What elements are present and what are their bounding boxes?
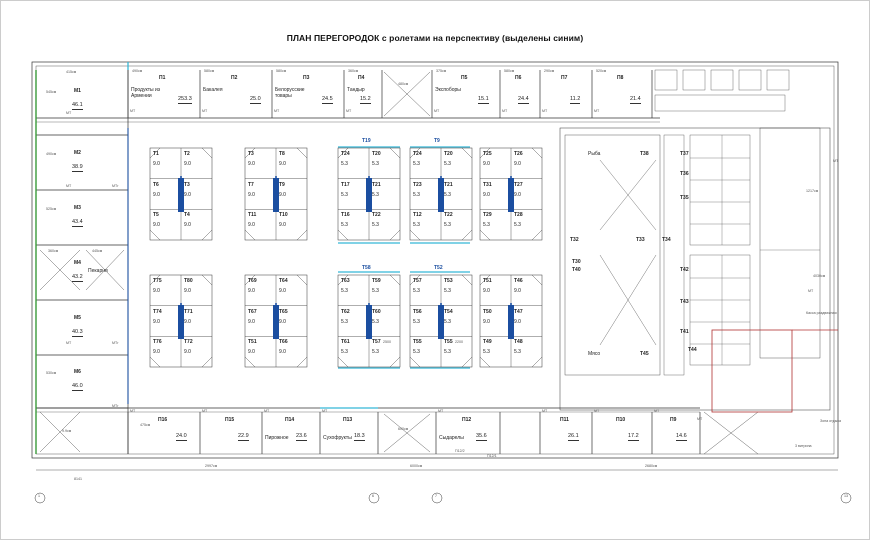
cell-area-block-b1-5: 9.0 [184,349,191,356]
top-stall-id-П7: П7 [561,75,568,81]
room-name-M2: M2 [74,149,81,156]
bottom-stall-id-П11: П11 [560,417,569,423]
top-stall-name-П3: Белорусские [275,87,305,93]
cell-label-Т57: Т57 [372,339,381,346]
bottom-stall-mt-П15: МТ [202,409,208,413]
cell-label-Т3: Т3 [184,181,190,188]
cell-label-Т54: Т54 [444,308,453,315]
cell-area-block-a4-5: 5.3 [444,222,451,229]
cell-label-Т4: Т4 [184,212,190,219]
cell-label-Т21: Т21 [372,181,381,188]
cell-area-block-a5-0: 9.0 [483,161,490,167]
cell-area-block-a5-1: 9.0 [514,161,521,167]
label-ryba: Рыба [588,151,601,157]
cell-label-Т66: Т66 [279,339,288,346]
cell-area-block-a5-4: 5.3 [483,222,490,229]
cell-area-block-b2-0: 9.0 [248,288,255,294]
top-stall-area-П3: 24.5 [322,96,333,102]
top-stall-width-П2: 580см [204,69,215,73]
room-dim-h-M2: 490см [46,151,57,156]
misc-dim-5: 1217см [806,189,819,193]
cell-label-Т71: Т71 [184,308,193,315]
top-stall-mt-П6: МТ [502,109,508,113]
top-stall-width-П3: 580см [276,69,287,73]
room-dim-h-M6: 530см [46,370,57,375]
bottom-stall-id-П13: П13 [343,417,353,423]
right-cell-Т43: Т43 [680,299,689,305]
bottom-stall-id-П15: П15 [225,417,235,423]
cell-label-Т17: Т17 [341,181,350,188]
cell-label-Т74: Т74 [153,308,162,315]
top-stall-area-П7: 11.2 [570,96,581,102]
top-stall-area-П6: 24.4 [518,96,529,102]
cell-area-block-a3-2: 5.3 [341,191,348,198]
right-note-2: МТ [697,417,703,421]
cell-area-block-b2-1: 9.0 [279,288,286,294]
cell-label-Т72: Т72 [184,339,193,346]
bottom-stall-area-П11: 26.1 [568,433,579,439]
top-stall-mt-П1: МТ [130,109,136,113]
misc-dim-3: 600см [398,427,409,431]
cell-area-block-b4-3: 5.3 [444,318,451,325]
top-stall-id-П6: П6 [515,75,522,81]
top-stall-area-П1: 253.3 [178,96,192,102]
right-cell-Т40: Т40 [572,267,581,273]
room-area-M5: 40.3 [72,328,83,335]
block-header-block-a4: Т9 [434,138,440,144]
cell-label-Т23: Т23 [413,181,422,188]
right-cell-Т42: Т42 [680,267,689,273]
cell-area-block-b4-5: 5.3 [444,349,451,356]
left-note-6: 360см [48,249,59,253]
cell-area-block-a1-1: 9.0 [184,161,191,167]
right-note-0: МТ [833,159,839,163]
cell-area-block-a1-3: 9.0 [184,191,191,198]
cell-area-block-a2-0: 9.0 [248,161,255,167]
room-dim-h-M1: 545см [46,89,57,94]
cell-label-Т25: Т25 [483,151,492,157]
cell-area-block-b4-0: 5.3 [413,288,420,294]
cell-area-block-b5-1: 9.0 [514,288,521,294]
bottom-stall-mt-П16: МТ [130,409,136,413]
cell-label-Т26: Т26 [514,151,523,157]
top-stall-width-П6: 580см [504,69,515,73]
cell-area-block-a3-0: 5.3 [341,161,348,167]
cell-label-Т51: Т51 [483,278,492,284]
left-note-2: МТг [112,184,119,188]
bottom-stall-area-П16: 24.0 [176,433,187,439]
cell-label-Т55: Т55 [413,339,422,346]
cell-label-Т5: Т5 [153,212,159,219]
right-cell-Т37: Т37 [680,151,689,157]
bottom-stall-name-П12: Сыдарелы [439,435,464,441]
top-stall-mt-П8: МТ [594,109,600,113]
top-stall-name-П5: Экспоборы [435,87,461,93]
top-stall-mt-П7: МТ [542,109,548,113]
cell-area-block-b4-2: 5.3 [413,318,420,325]
room-name-M4: M4 [74,259,81,266]
room-area-M2: 38.9 [72,163,83,170]
top-stall-name-П3: товары [275,93,292,99]
cell-area-block-a3-5: 5.3 [372,222,379,229]
cell-label-Т3: Т3 [248,151,254,157]
top-stall-id-П8: П8 [617,75,624,81]
cell-label-Т24: Т24 [413,151,422,157]
cell-area-block-b3-4: 5.3 [341,349,348,356]
cell-area-block-b1-4: 9.0 [153,349,160,356]
cell-label-Т20: Т20 [444,151,453,157]
room-area-M3: 43.4 [72,218,83,225]
cell-label-Т69: Т69 [248,278,257,284]
right-cell-Т38: Т38 [640,151,649,157]
bottom-stall-area-П12: 35.6 [476,433,487,439]
right-cell-Т32: Т32 [570,237,579,243]
room-name-M1: M1 [74,87,81,94]
block-header-block-b4: Т52 [434,265,443,271]
cell-label-Т57: Т57 [413,278,422,284]
cell-label-Т8: Т8 [279,151,285,157]
cell-area-block-a4-4: 5.3 [413,222,420,229]
block-header-block-a3: Т19 [362,138,371,144]
bottom-dim-3: П12/2 [455,449,465,453]
misc-dim-1: 2200 [455,340,463,344]
cell-label-Т56: Т56 [413,308,422,315]
cell-area-block-a4-3: 5.3 [444,191,451,198]
top-stall-mt-П3: МТ [274,109,280,113]
cell-label-Т9: Т9 [279,181,285,188]
cell-area-block-a1-5: 9.0 [184,222,191,229]
bottom-stall-mt-П11: МТ [542,409,548,413]
top-stall-width-П1: 490см [132,69,143,73]
axis-mark-1: 1 [38,494,40,498]
cell-label-Т24: Т24 [341,151,350,157]
cell-area-block-a1-0: 9.0 [153,161,160,167]
cell-label-Т1: Т1 [153,151,159,157]
cell-label-Т7: Т7 [248,181,254,188]
left-note-1: МТ [66,184,72,188]
left-note-8: 8141 [74,477,82,481]
left-note-7: 445см [92,249,103,253]
cell-label-Т80: Т80 [184,278,193,284]
cell-area-block-b5-2: 9.0 [483,318,490,325]
right-cell-Т35: Т35 [680,195,689,201]
bottom-stall-mt-П13: МТ [322,409,328,413]
cell-label-Т2: Т2 [184,151,190,157]
top-stall-width-П8: 520см [596,69,607,73]
top-stall-mt-П5: МТ [434,109,440,113]
cell-area-block-a3-4: 5.3 [341,222,348,229]
bottom-dim-1: 6000см [410,464,423,468]
bottom-stall-mt-П9: МТ [654,409,660,413]
left-note-4: МТг [112,341,119,345]
page-title: ПЛАН ПЕРЕГОРОДОК с ролетами на перспективу (выделены синим) [286,33,584,43]
cell-label-Т51: Т51 [248,339,257,346]
top-stall-width-П5: 375см [436,69,447,73]
bottom-stall-mt-П12: МТ [438,409,444,413]
cell-label-Т48: Т48 [514,339,523,346]
cell-label-Т20: Т20 [372,151,381,157]
bottom-stall-id-П12: П12 [462,417,472,423]
block-header-block-b3: Т58 [362,265,371,271]
bottom-stall-area-П10: 17.2 [628,433,639,439]
cell-area-block-b3-0: 5.3 [341,288,348,294]
left-note-0: МТ [66,111,72,115]
cell-label-Т29: Т29 [483,212,492,219]
cell-area-block-a5-3: 9.0 [514,191,521,198]
misc-dim-4: 4030см [813,274,826,278]
right-cell-Т41: Т41 [680,329,689,335]
top-stall-name-П4: Тандыр [347,87,365,93]
top-stall-name-П2: Бакалея [203,87,223,93]
room-area-M4: 43.2 [72,273,83,280]
cell-label-Т6: Т6 [153,181,159,188]
cell-area-block-b4-1: 5.3 [444,288,451,294]
cell-area-block-a4-2: 5.3 [413,191,420,198]
cell-area-block-b3-3: 5.3 [372,318,379,325]
cell-label-Т12: Т12 [413,212,422,219]
cell-area-block-b2-2: 9.0 [248,318,255,325]
cell-label-Т10: Т10 [279,212,288,219]
right-note-3: Касса раздвижная [806,311,837,315]
cell-label-Т22: Т22 [444,212,453,219]
cell-area-block-b4-4: 5.3 [413,349,420,356]
cell-label-Т47: Т47 [514,308,523,315]
right-cell-Т34: Т34 [662,237,671,243]
cell-label-Т67: Т67 [248,308,257,315]
top-stall-area-П5: 15.1 [478,96,489,102]
top-stall-area-П2: 25.0 [250,96,261,102]
cell-area-block-a5-5: 5.3 [514,222,521,229]
top-stall-area-П4: 15.2 [360,96,371,102]
cell-label-Т49: Т49 [483,339,492,346]
cell-area-block-b5-3: 9.0 [514,318,521,325]
cell-area-block-a4-0: 5.3 [413,161,420,167]
right-note-1: МТ [808,289,814,293]
room-area-M1: 46.1 [72,101,83,108]
cell-label-Т53: Т53 [444,278,453,284]
cell-label-Т31: Т31 [483,181,492,188]
cell-label-Т55: Т55 [444,339,453,346]
cell-area-block-a1-4: 9.0 [153,222,160,229]
top-stall-width-П7: 290см [544,69,555,73]
cell-area-block-a2-1: 9.0 [279,161,286,167]
cell-area-block-a2-4: 9.0 [248,222,255,229]
cell-label-Т59: Т59 [372,278,381,284]
cell-area-block-b5-4: 5.3 [483,349,490,356]
top-stall-mt-П2: МТ [202,109,208,113]
cell-area-block-b3-2: 5.3 [341,318,348,325]
bottom-stall-area-П13: 18.3 [354,433,365,439]
right-cell-Т30: Т30 [572,259,581,265]
room-name-M3: M3 [74,204,81,211]
bottom-stall-name-П13: Сухофрукты [323,435,352,441]
cell-area-block-b5-0: 9.0 [483,288,490,294]
cell-label-Т61: Т61 [341,339,350,346]
cell-label-Т46: Т46 [514,278,523,284]
bottom-stall-area-П9: 14.6 [676,433,687,439]
top-stall-id-П4: П4 [358,75,365,81]
axis-mark-6: 6 [372,494,374,498]
room-name-M5: M5 [74,314,81,321]
misc-dim-2: 480см [398,82,409,86]
bottom-stall-mt-П14: МТ [264,409,270,413]
bottom-stall-id-П10: П10 [616,417,626,423]
cell-area-block-b2-4: 9.0 [248,349,255,356]
axis-mark-7: 7 [435,494,437,498]
label-myaso: Мясо [588,351,601,357]
bottom-stall-area-П15: 22.9 [238,433,249,439]
top-stall-id-П5: П5 [461,75,468,81]
left-note-3: МТ [66,341,72,345]
bottom-stall-id-П14: П14 [285,417,295,423]
cell-label-Т62: Т62 [341,308,350,315]
room-dim-w-M1: 415см [66,70,77,74]
misc-dim-0: 2500 [383,340,391,344]
left-note-9: 9.9см [62,429,72,433]
cell-label-Т21: Т21 [444,181,453,188]
top-stall-id-П2: П2 [231,75,238,81]
cell-area-block-b2-5: 9.0 [279,349,286,356]
right-note-4: Зона отдыха [820,419,842,423]
cell-area-block-b5-5: 5.3 [514,349,521,356]
cell-area-block-b1-0: 9.0 [153,288,160,294]
right-cell-Т45: Т45 [640,351,649,357]
bottom-dim-4: П12/1 [487,454,497,458]
right-cell-Т36: Т36 [680,171,689,177]
cell-label-Т63: Т63 [341,278,350,284]
right-note-5: 3 витрина [795,444,812,448]
cell-area-block-a4-1: 5.3 [444,161,451,167]
bottom-stall-name-П14: Пирожное [265,435,289,441]
cell-label-Т76: Т76 [153,339,162,346]
bottom-width-1: 475см [140,423,151,427]
cell-area-block-a3-3: 5.3 [372,191,379,198]
cell-area-block-b3-5: 5.3 [372,349,379,356]
cell-label-Т64: Т64 [279,278,288,284]
cell-area-block-b1-1: 9.0 [184,288,191,294]
top-stall-id-П1: П1 [159,75,166,81]
cell-label-Т16: Т16 [341,212,350,219]
cell-label-Т60: Т60 [372,308,381,315]
cell-area-block-a2-3: 9.0 [279,191,286,198]
cell-label-Т65: Т65 [279,308,288,315]
axis-mark-13: 13 [844,494,848,498]
cell-label-Т28: Т28 [514,212,523,219]
top-stall-mt-П4: МТ [346,109,352,113]
cell-label-Т27: Т27 [514,181,523,188]
right-cell-Т33: Т33 [636,237,645,243]
bottom-stall-area-П14: 23.6 [296,433,307,439]
right-cell-Т44: Т44 [688,347,697,353]
top-stall-width-П4: 360см [348,69,359,73]
bottom-dim-2: 2680см [645,464,658,468]
cell-label-Т11: Т11 [248,212,257,219]
room-area-M6: 46.0 [72,382,83,389]
cell-area-block-a2-5: 9.0 [279,222,286,229]
cell-label-Т22: Т22 [372,212,381,219]
cell-area-block-a3-1: 5.3 [372,161,379,167]
cell-area-block-a1-2: 9.0 [153,191,160,198]
cell-area-block-b1-3: 9.0 [184,318,191,325]
left-note-5: МТг [112,404,119,408]
room-name-M6: M6 [74,368,81,375]
top-stall-id-П3: П3 [303,75,310,81]
bottom-stall-mt-П10: МТ [594,409,600,413]
cell-area-block-b2-3: 9.0 [279,318,286,325]
cell-area-block-b3-1: 5.3 [372,288,379,294]
cell-label-Т75: Т75 [153,278,162,284]
room-dim-h-M3: 525см [46,206,57,211]
cell-area-block-a2-2: 9.0 [248,191,255,198]
top-stall-area-П8: 21.4 [630,96,641,102]
top-stall-name-П1: Армении [131,93,152,99]
cell-area-block-a5-2: 9.0 [483,191,490,198]
room-label-M4: Пекарня [88,267,108,274]
bottom-dim-0: 2997см [205,464,218,468]
cell-area-block-b1-2: 9.0 [153,318,160,325]
bottom-stall-id-П16: П16 [158,417,168,423]
bottom-stall-id-П9: П9 [670,417,677,423]
cell-label-Т50: Т50 [483,308,492,315]
top-stall-name-П1: Продукты из [131,87,161,93]
